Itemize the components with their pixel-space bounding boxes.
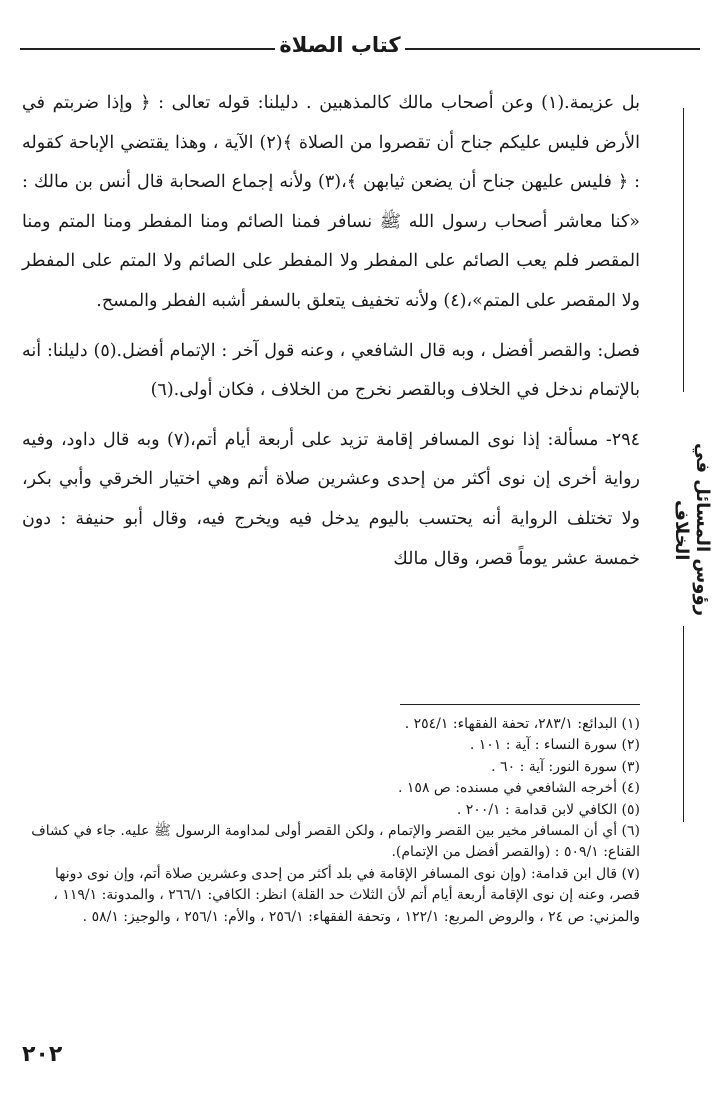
footnote-separator xyxy=(400,704,640,705)
footnote: (١) البدائع: ٢٨٣/١، تحفة الفقهاء: ٢٥٤/١ . xyxy=(404,716,640,732)
page-number: ٢٠٢ xyxy=(22,1042,63,1067)
paragraph-issue: ٢٩٤- مسألة: إذا نوى المسافر إقامة تزيد على أربعة أيام أتم،(٧) وبه قال داود، وفيه رواية أخرى إن نوى أكثر من إحدى وعشرين صلاة أتم وهي اختيار الخرقي وأبي بكر، ولا تختلف الرواية أنه يحتسب باليوم يدخل فيه ويخرج فيه، وقال أبو حنيفة : دون خمسة عشر يوماً قصر، وقال مالك xyxy=(22,429,640,569)
paragraph-section: فصل: والقصر أفضل ، وبه قال الشافعي ، وعنه قول آخر : الإتمام أفضل.(٥) دليلنا: أنه بالإتمام ندخل في الخلاف وبالقصر نخرج من الخلاف ، فكان أولى.(٦) xyxy=(22,340,641,401)
running-header: كتاب الصلاة xyxy=(275,28,405,62)
side-rule-top xyxy=(683,108,684,392)
footnote: (٧) قال ابن قدامة: (وإن نوى المسافر الإقامة في بلد أكثر من إحدى وعشرين صلاة أتم، وإن نوى دونها قصر، وعنه إن نوى الإقامة أربعة أيام أتم لأن الثلاث حد القلة) انظر: الكافي: ٢٦٦/١ ، والمدونة: ١١٩/١ ، والمزني: ص ٢٤ ، والروض المربع: ١٢٢/١ ، وتحفة الفقهاء: ٢٥٦/١ ، والأم: ٢٥٦/١ ، والوجيز: ٥٨/١ . xyxy=(53,865,640,925)
footnote: (٥) الكافي لابن قدامة : ٢٠٠/١ . xyxy=(456,801,640,818)
main-text xyxy=(22,84,640,579)
paragraph: بل عزيمة.(١) وعن أصحاب مالك كالمذهبين . دليلنا: قوله تعالى : ﴿ وإذا ضربتم في الأرض فليس عليكم جناح أن تقصروا من الصلاة ﴾(٢) الآية ، وهذا يقتضي الإباحة كقوله : ﴿ فليس عليهن جناح أن يضعن ثيابهن ﴾،(٣) ولأنه إجماع الصحابة قال أنس بن مالك : «كنا معاشر أصحاب رسول الله ﷺ نسافر فمنا الصائم ومنا المفطر ومنا المتم ومنا المقصر فلم يعب الصائم على المفطر ولا المفطر على الصائم ولا المتم على المفطر ولا المقصر على المتم»،(٤) ولأنه تخفيف يتعلق بالسفر أشبه الفطر والمسح. xyxy=(22,93,641,311)
footnote: (٣) سورة النور: آية : ٦٠ . xyxy=(491,758,640,775)
side-rule-bottom xyxy=(683,626,684,822)
footnote: (٢) سورة النساء : آية : ١٠١ . xyxy=(469,737,640,754)
footnotes xyxy=(22,714,640,928)
side-running-title: رؤوس المسائل في الخلاف xyxy=(671,443,713,617)
footnote: (٦) أي أن المسافر مخير بين القصر والإتمام ، ولكن القصر أولى لمداومة الرسول ﷺ عليه. جاء في كشاف القناع: ٥٠٩/١ : (والقصر أفضل من الإتمام). xyxy=(31,823,640,861)
footnote: (٤) أخرجه الشافعي في مسنده: ص ١٥٨ . xyxy=(398,780,640,797)
